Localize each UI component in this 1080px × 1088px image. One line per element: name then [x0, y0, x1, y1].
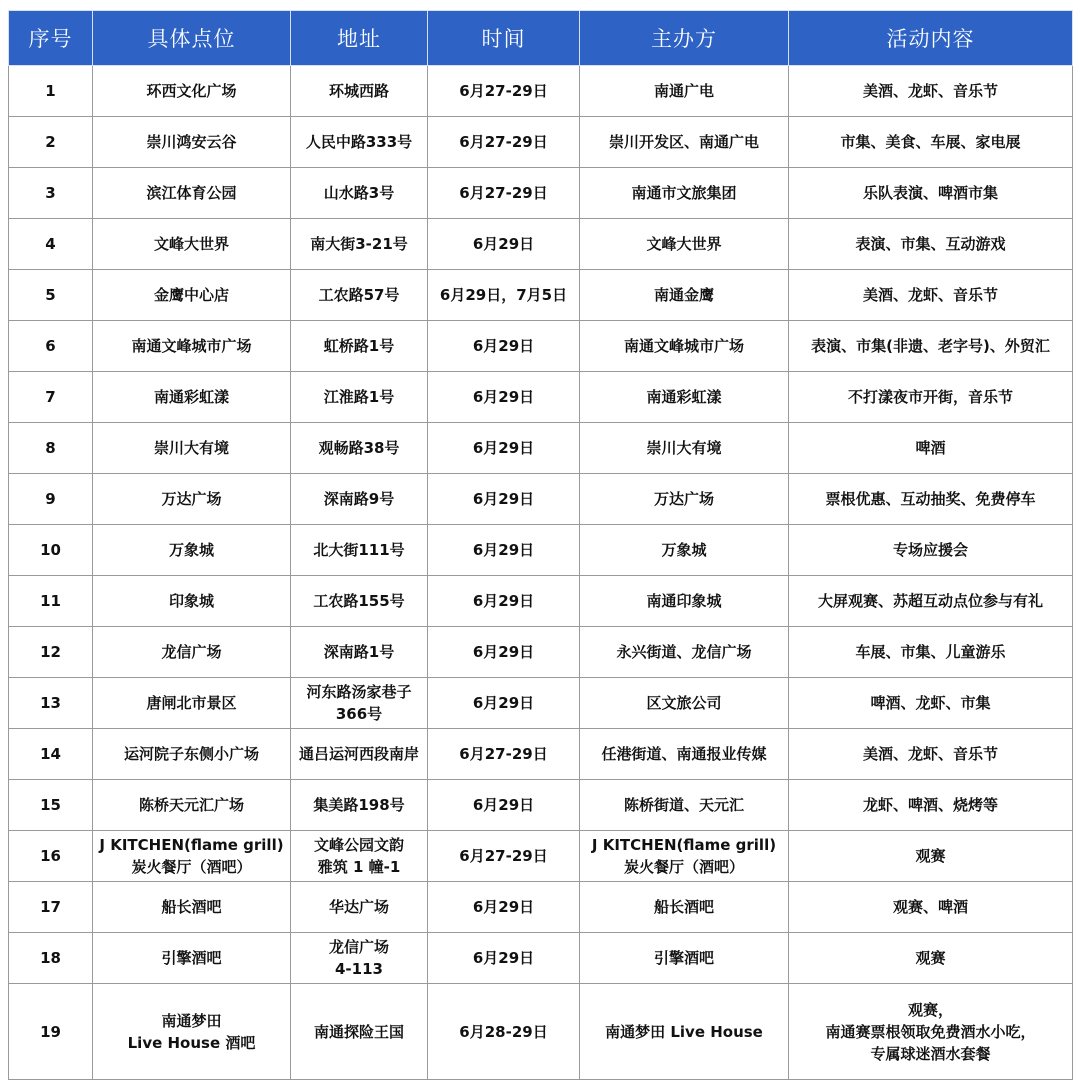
cell-address: 深南路9号	[291, 474, 428, 525]
cell-time: 6月27-29日	[428, 66, 580, 117]
header-index: 序号	[9, 11, 93, 66]
cell-activities: 专场应援会	[789, 525, 1073, 576]
table-row	[9, 474, 1073, 525]
table-row	[9, 831, 1073, 882]
cell-activities: 大屏观赛、苏超互动点位参与有礼	[789, 576, 1073, 627]
cell-organizer: 引擎酒吧	[580, 933, 789, 984]
cell-time: 6月29日	[428, 423, 580, 474]
cell-location: 滨江体育公园	[93, 168, 291, 219]
cell-index: 10	[9, 525, 93, 576]
cell-address: 河东路汤家巷子 366号	[291, 678, 428, 729]
table-row	[9, 780, 1073, 831]
cell-index: 12	[9, 627, 93, 678]
cell-time: 6月29日，7月5日	[428, 270, 580, 321]
cell-index: 2	[9, 117, 93, 168]
cell-time: 6月29日	[428, 372, 580, 423]
cell-activities: 啤酒、龙虾、市集	[789, 678, 1073, 729]
cell-organizer: 南通印象城	[580, 576, 789, 627]
header-activities: 活动内容	[789, 11, 1073, 66]
cell-time: 6月27-29日	[428, 117, 580, 168]
cell-activities: 票根优惠、互动抽奖、免费停车	[789, 474, 1073, 525]
cell-address: 龙信广场 4-113	[291, 933, 428, 984]
table-row	[9, 117, 1073, 168]
cell-activities: 美酒、龙虾、音乐节	[789, 270, 1073, 321]
cell-location: 万象城	[93, 525, 291, 576]
table-row	[9, 627, 1073, 678]
cell-index: 15	[9, 780, 93, 831]
cell-time: 6月29日	[428, 882, 580, 933]
table-row	[9, 882, 1073, 933]
cell-organizer: 南通文峰城市广场	[580, 321, 789, 372]
cell-index: 17	[9, 882, 93, 933]
table-row	[9, 423, 1073, 474]
events-table-container	[8, 10, 1072, 1080]
cell-index: 6	[9, 321, 93, 372]
cell-time: 6月29日	[428, 525, 580, 576]
cell-location: 南通文峰城市广场	[93, 321, 291, 372]
cell-address: 工农路57号	[291, 270, 428, 321]
cell-time: 6月29日	[428, 627, 580, 678]
table-row	[9, 270, 1073, 321]
cell-index: 13	[9, 678, 93, 729]
cell-location: 龙信广场	[93, 627, 291, 678]
cell-activities: 市集、美食、车展、家电展	[789, 117, 1073, 168]
table-body	[9, 66, 1073, 1080]
cell-location: 南通彩虹漾	[93, 372, 291, 423]
cell-organizer: 崇川大有境	[580, 423, 789, 474]
cell-time: 6月28-29日	[428, 984, 580, 1080]
header-location: 具体点位	[93, 11, 291, 66]
cell-organizer: 南通彩虹漾	[580, 372, 789, 423]
cell-index: 3	[9, 168, 93, 219]
cell-index: 7	[9, 372, 93, 423]
cell-location: 文峰大世界	[93, 219, 291, 270]
table-row	[9, 372, 1073, 423]
cell-index: 11	[9, 576, 93, 627]
table-row	[9, 525, 1073, 576]
cell-activities: 表演、市集(非遗、老字号)、外贸汇	[789, 321, 1073, 372]
table-row	[9, 168, 1073, 219]
cell-location: 崇川大有境	[93, 423, 291, 474]
cell-organizer: 永兴街道、龙信广场	[580, 627, 789, 678]
header-time: 时间	[428, 11, 580, 66]
cell-time: 6月29日	[428, 474, 580, 525]
cell-location: 金鹰中心店	[93, 270, 291, 321]
header-organizer: 主办方	[580, 11, 789, 66]
cell-location: 印象城	[93, 576, 291, 627]
cell-activities: 观赛， 南通赛票根领取免费酒水小吃， 专属球迷酒水套餐	[789, 984, 1073, 1080]
cell-address: 江淮路1号	[291, 372, 428, 423]
cell-index: 19	[9, 984, 93, 1080]
table-row	[9, 66, 1073, 117]
cell-address: 环城西路	[291, 66, 428, 117]
cell-index: 4	[9, 219, 93, 270]
cell-index: 14	[9, 729, 93, 780]
cell-organizer: 南通金鹰	[580, 270, 789, 321]
cell-organizer: 区文旅公司	[580, 678, 789, 729]
cell-organizer: 万达广场	[580, 474, 789, 525]
cell-location: 船长酒吧	[93, 882, 291, 933]
cell-address: 文峰公园文韵 雅筑 1 幢-1	[291, 831, 428, 882]
cell-activities: 美酒、龙虾、音乐节	[789, 729, 1073, 780]
cell-index: 18	[9, 933, 93, 984]
cell-organizer: 南通广电	[580, 66, 789, 117]
cell-time: 6月29日	[428, 321, 580, 372]
cell-time: 6月29日	[428, 678, 580, 729]
cell-activities: 美酒、龙虾、音乐节	[789, 66, 1073, 117]
cell-time: 6月27-29日	[428, 168, 580, 219]
cell-address: 通吕运河西段南岸	[291, 729, 428, 780]
cell-address: 工农路155号	[291, 576, 428, 627]
cell-activities: 观赛	[789, 831, 1073, 882]
cell-address: 人民中路333号	[291, 117, 428, 168]
cell-activities: 龙虾、啤酒、烧烤等	[789, 780, 1073, 831]
cell-organizer: 船长酒吧	[580, 882, 789, 933]
cell-time: 6月27-29日	[428, 831, 580, 882]
cell-address: 南大街3-21号	[291, 219, 428, 270]
cell-organizer: 南通梦田 Live House	[580, 984, 789, 1080]
table-row	[9, 576, 1073, 627]
cell-time: 6月29日	[428, 933, 580, 984]
cell-location: 环西文化广场	[93, 66, 291, 117]
cell-activities: 表演、市集、互动游戏	[789, 219, 1073, 270]
cell-location: 运河院子东侧小广场	[93, 729, 291, 780]
cell-location: 陈桥天元汇广场	[93, 780, 291, 831]
table-row	[9, 984, 1073, 1080]
cell-address: 虹桥路1号	[291, 321, 428, 372]
cell-index: 8	[9, 423, 93, 474]
cell-time: 6月27-29日	[428, 729, 580, 780]
cell-activities: 观赛、啤酒	[789, 882, 1073, 933]
events-table	[8, 10, 1073, 1080]
cell-organizer: 南通市文旅集团	[580, 168, 789, 219]
table-row	[9, 678, 1073, 729]
cell-location: 万达广场	[93, 474, 291, 525]
cell-organizer: 任港街道、南通报业传媒	[580, 729, 789, 780]
cell-index: 1	[9, 66, 93, 117]
cell-organizer: 崇川开发区、南通广电	[580, 117, 789, 168]
cell-activities: 观赛	[789, 933, 1073, 984]
table-row	[9, 729, 1073, 780]
cell-address: 华达广场	[291, 882, 428, 933]
cell-address: 集美路198号	[291, 780, 428, 831]
cell-address: 观畅路38号	[291, 423, 428, 474]
table-row	[9, 219, 1073, 270]
cell-activities: 啤酒	[789, 423, 1073, 474]
cell-index: 5	[9, 270, 93, 321]
cell-location: 南通梦田 Live House 酒吧	[93, 984, 291, 1080]
table-row	[9, 321, 1073, 372]
cell-location: 唐闸北市景区	[93, 678, 291, 729]
header-address: 地址	[291, 11, 428, 66]
cell-index: 16	[9, 831, 93, 882]
cell-activities: 不打漾夜市开街，音乐节	[789, 372, 1073, 423]
cell-time: 6月29日	[428, 576, 580, 627]
cell-address: 北大街111号	[291, 525, 428, 576]
cell-time: 6月29日	[428, 219, 580, 270]
cell-organizer: J KITCHEN(flame grill) 炭火餐厅（酒吧）	[580, 831, 789, 882]
table-row	[9, 933, 1073, 984]
cell-organizer: 陈桥街道、天元汇	[580, 780, 789, 831]
cell-activities: 车展、市集、儿童游乐	[789, 627, 1073, 678]
cell-time: 6月29日	[428, 780, 580, 831]
cell-address: 南通探险王国	[291, 984, 428, 1080]
cell-location: 引擎酒吧	[93, 933, 291, 984]
cell-index: 9	[9, 474, 93, 525]
cell-location: 崇川鸿安云谷	[93, 117, 291, 168]
cell-location: J KITCHEN(flame grill) 炭火餐厅（酒吧）	[93, 831, 291, 882]
cell-activities: 乐队表演、啤酒市集	[789, 168, 1073, 219]
cell-organizer: 文峰大世界	[580, 219, 789, 270]
cell-organizer: 万象城	[580, 525, 789, 576]
cell-address: 山水路3号	[291, 168, 428, 219]
table-header-row	[9, 11, 1073, 66]
cell-address: 深南路1号	[291, 627, 428, 678]
